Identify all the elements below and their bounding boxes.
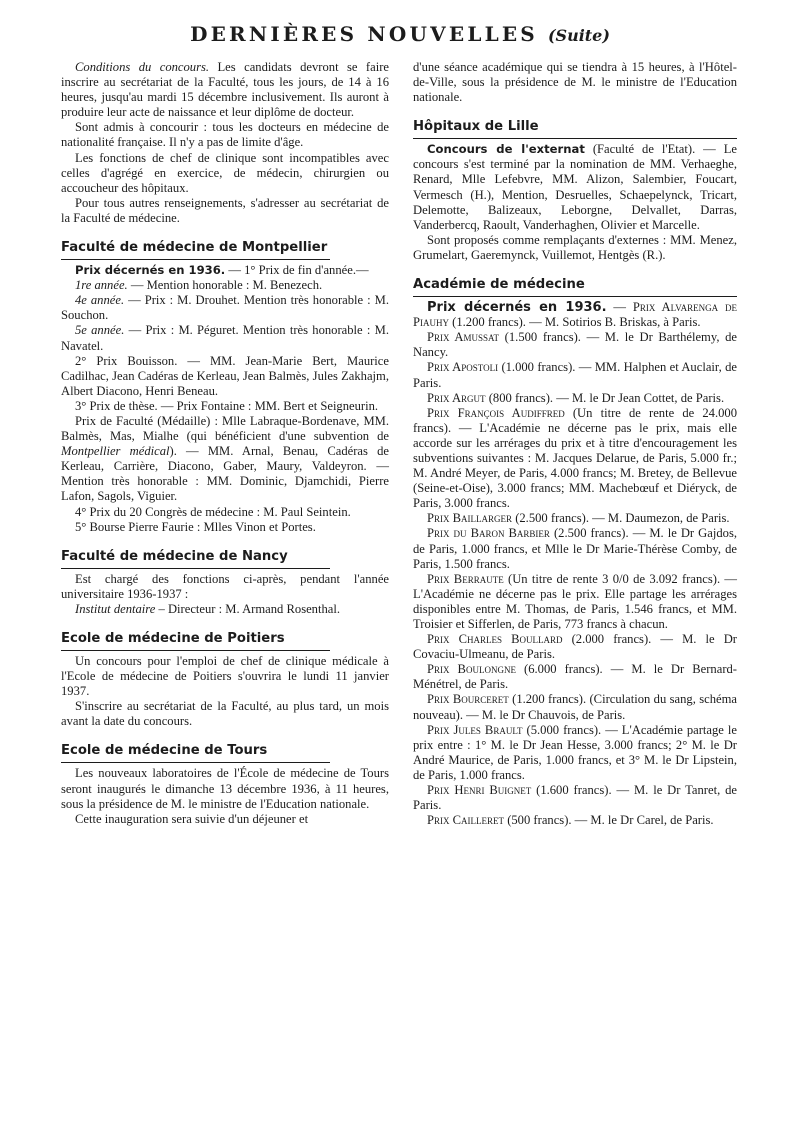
prize-list [413, 300, 737, 828]
prize-entry [413, 360, 737, 390]
heading-rule [61, 762, 330, 763]
prize-details: (6.000 francs). — M. le Dr Bernard-Ménétrel, de Paris. [413, 662, 738, 692]
heading-rule [61, 568, 330, 569]
prize-name: — Prix Alvarenga de Piauhy [413, 300, 737, 330]
nancy-heading: Faculté de médecine de Nancy [61, 548, 288, 564]
montpellier-year-5: 5e année. [75, 323, 125, 338]
prize-details: (500 francs). — M. le Dr Carel, de Paris. [504, 813, 714, 828]
prize-details: (Un titre de rente 3 0/0 de 3.092 francs). — L'Académie ne décerne pas le prix. Elle partage les arrérages disponibles entre M. Thomas, de Paris, 1.546 francs, et MM. Troisier et Sifferlen, de Paris, 773 francs à chacun. [413, 571, 737, 631]
prize-entry [413, 526, 737, 571]
section-continuation [413, 60, 737, 105]
masthead [0, 22, 800, 46]
montpellier-prix-bouisson: 2° Prix Bouisson. — MM. Jean-Marie Bert, Maurice Cadilhac, Jean Cadéras de Kerleau, Jean Balmès, Jules Zakhajm, Albert Diacono, Henri Beneau. [61, 353, 389, 398]
section-conditions [61, 60, 389, 226]
prize-entry [413, 723, 737, 783]
poitiers-heading: Ecole de médecine de Poitiers [61, 631, 285, 646]
lille-nominations: (Faculté de l'Etat). — Le concours s'est terminé par la nomination de MM. Verhaeghe, Renard, Mlle Lefebvre, MM. Alizon, Salembier, Foucart, Vermesch (H.), Mention, Desruelles, Schaepelynck, Tricart, Delemotte, Balizeaux, Leborgne, Delvallet, Darras, Vanderbercq, Raoult, Vanderhaghen, Olivier et Marcelle. [413, 142, 737, 232]
prize-entry [413, 692, 737, 722]
lille-heading: Hôpitaux de Lille [413, 119, 539, 135]
prize-entry [413, 813, 737, 828]
prize-details: (2.500 francs). — M. le Dr Gajdos, de Paris, 1.000 francs, et Mlle le Dr Marie-Thérèse Comby, de Paris, 1.500 francs. [413, 526, 737, 571]
prize-entry [413, 572, 737, 632]
montpellier-year-1-text: — Mention honorable : M. Benezech. [127, 278, 323, 293]
prize-name: Prix François Audiffred [427, 405, 565, 420]
montpellier-prix-faculte-journal: Montpellier médical [61, 444, 170, 459]
prize-details: (800 francs). — M. le Dr Jean Cottet, de Paris. [485, 390, 725, 405]
montpellier-year-4: 4e année. [75, 293, 125, 308]
prize-entry [413, 511, 737, 526]
prize-details: (1.000 francs). — MM. Halphen et Auclair, de Paris. [413, 360, 737, 390]
section-nancy [61, 549, 389, 617]
left-column [61, 60, 389, 827]
page-title-suite: (Suite) [547, 26, 610, 45]
montpellier-prix-faculte-a: Prix de Faculté (Médaille) : Mlle Labraque-Bordenave, MM. Balmès, Mas, Mialhe (qui bénéficient d'une subvention de [61, 413, 389, 444]
prize-details: (1.500 francs). — M. le Dr Barthélemy, de Nancy. [413, 330, 737, 360]
nancy-institut: Institut dentaire [75, 601, 156, 616]
prize-details: (2.000 francs). — M. le Dr Covaciu-Ulmeanu, de Paris. [413, 632, 737, 662]
heading-rule [61, 650, 330, 651]
page-title: DERNIÈRES NOUVELLES [190, 22, 538, 46]
montpellier-lead: Prix décernés en 1936. [75, 263, 226, 278]
montpellier-year-4-text: — Prix : M. Drouhet. Mention très honorable : M. Souchon. [61, 293, 389, 323]
prize-details: (2.500 francs). — M. Daumezon, de Paris. [512, 511, 730, 526]
montpellier-bourse: 5° Bourse Pierre Faurie : Mlles Vinon et Portes. [75, 519, 316, 534]
heading-rule [413, 296, 737, 297]
academie-lead: Prix décernés en 1936. [427, 300, 607, 316]
conditions-text: Les candidats devront se faire inscrire au secrétariat de la Faculté, tous les jours, de 14 à 16 heures, jusqu'au mardi 15 décembre inclusivement. Ils auront à produire leur acte de naissance et leur diplôme de docteur. [61, 60, 389, 120]
prize-name: Prix Apostoli [427, 360, 499, 375]
heading-rule [61, 259, 330, 260]
montpellier-year-5-text: — Prix : M. Péguret. Mention très honorable : M. Navatel. [61, 323, 389, 353]
prize-entry [413, 300, 737, 330]
montpellier-intro: — 1° Prix de fin d'année.— [225, 263, 369, 278]
prize-name: Prix Cailleret [427, 813, 505, 828]
prize-name: Prix Bourceret [427, 692, 509, 707]
lille-remplacants: Sont proposés comme remplaçants d'externes : MM. Menez, Grumelart, Gaeremynck, Vuillemot, Hentgès (R.). [413, 232, 737, 262]
prize-name: Prix Charles Boullard [427, 632, 563, 647]
prize-entry [413, 662, 737, 692]
right-column [413, 60, 737, 828]
montpellier-prix-these: 3° Prix de thèse. — Prix Fontaine : MM. Bert et Seigneurin. [75, 398, 379, 413]
tours-heading: Ecole de médecine de Tours [61, 743, 268, 759]
section-poitiers [61, 631, 389, 729]
heading-rule [413, 138, 737, 139]
tours-continuation: d'une séance académique qui se tiendra à 15 heures, à l'Hôtel-de-Ville, sous la présidence de M. le ministre de l'Education nationale. [413, 60, 737, 105]
section-academie [413, 277, 737, 828]
prize-entry [413, 783, 737, 813]
prize-entry [413, 391, 737, 406]
prize-name: Prix Baillarger [427, 511, 513, 526]
montpellier-year-1: 1re année. [75, 278, 128, 293]
prize-name: Prix Henri Buignet [427, 783, 532, 798]
section-lille [413, 119, 737, 263]
academie-heading: Académie de médecine [413, 277, 585, 293]
nancy-directeur: – Directeur : M. Armand Rosenthal. [155, 601, 341, 616]
poitiers-inscription: S'inscrire au secrétariat de la Faculté, au plus tard, un mois avant la date du concours. [61, 699, 389, 729]
prize-name: Prix Boulongne [427, 662, 516, 677]
conditions-lead: Conditions du concours. [75, 60, 210, 74]
prize-details: (5.000 francs). — L'Académie partage le prix entre : 1° M. le Dr Jean Hesse, 3.000 francs; 2° M. le Dr André Maurice, de Paris, 1.000 francs, et 3° M. le Dr Lipstein, de Paris, 1.000 francs. [413, 722, 737, 782]
prize-name: Prix Berraute [427, 571, 504, 586]
prize-name: Prix Amussat [427, 330, 500, 345]
montpellier-prix-faculte-b: ). — MM. Arnal, Benau, Cadéras de Kerleau, Carrière, Diacono, Gaber, Maury, Valdeyron. — Mention très honorable : MM. Dominic, Djamchidi, Pierre Lafon, Sagols, Viguier. [61, 444, 389, 504]
prize-details: (1.600 francs). — M. le Dr Tanret, de Paris. [413, 783, 737, 813]
prize-details: (Un titre de rente de 24.000 francs). — L'Académie ne décerne pas le prix, mais elle accorde sur les arrérages du prix et à titre d'encouragement les subventions suivantes : M. Jacques Delarue, de Paris, 5.000 fr.; M. André Meyer, de Paris, 4.000 francs; M. Bretey, de Bellevue (Seine-et-Oise), 3.000 francs; MM. Machebœuf et Diéryck, de Paris, 3.000 francs. [413, 405, 737, 511]
montpellier-prix-congres: 4° Prix du 20 Congrès de médecine : M. Paul Seintein. [75, 504, 351, 519]
prize-details: (1.200 francs). (Circulation du sang, schéma nouveau). — M. le Dr Chauvois, de Paris. [413, 692, 737, 722]
lille-lead: Concours de l'externat [427, 142, 585, 157]
prize-entry [413, 330, 737, 360]
prize-name: Prix Jules Brault [427, 722, 523, 737]
conditions-incompatibility: Les fonctions de chef de clinique sont incompatibles avec celles d'agrégé en exercice, de médecin, chirurgien ou accoucheur des hôpitaux. [61, 150, 389, 195]
prize-name: Prix Argut [427, 390, 486, 405]
conditions-admission: Sont admis à concourir : tous les docteurs en médecine de nationalité française. Il n'y a pas de limite d'âge. [61, 120, 389, 150]
prize-entry [413, 406, 737, 512]
prize-entry [413, 632, 737, 662]
conditions-contact: Pour tous autres renseignements, s'adresser au secrétariat de la Faculté de médecine. [61, 195, 389, 225]
prize-name: Prix du Baron Barbier [427, 526, 550, 541]
prize-details: (1.200 francs). — M. Sotirios B. Briskas, à Paris. [449, 315, 701, 330]
section-tours [61, 743, 389, 826]
nancy-text: Est chargé des fonctions ci-après, pendant l'année universitaire 1936-1937 : [61, 571, 389, 601]
poitiers-concours: Un concours pour l'emploi de chef de clinique médicale à l'Ecole de médecine de Poitiers s'ouvrira le lundi 11 janvier 1937. [61, 654, 389, 699]
tours-inauguration: Cette inauguration sera suivie d'un déjeuner et [75, 811, 309, 826]
tours-laboratoires: Les nouveaux laboratoires de l'École de médecine de Tours seront inaugurés le dimanche 13 décembre 1936, à 11 heures, sous la présidence de M. le ministre de l'Education nationale. [61, 766, 389, 811]
section-montpellier [61, 240, 389, 535]
montpellier-heading: Faculté de médecine de Montpellier [61, 240, 328, 256]
